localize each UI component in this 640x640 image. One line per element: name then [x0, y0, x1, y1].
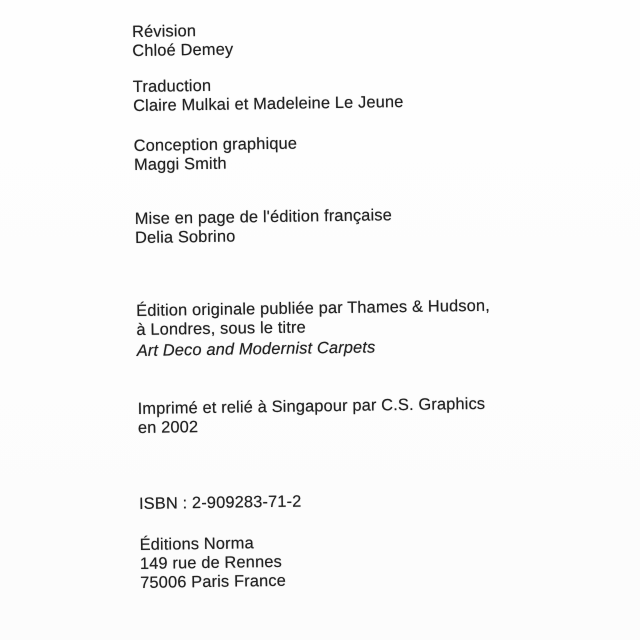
publisher-address: [140, 534, 287, 593]
graphic-design-credit: [134, 135, 298, 175]
original-edition-note-line-2: à Londres, sous le titre: [136, 318, 306, 339]
printing-note: [137, 395, 485, 438]
graphic-design-credit-line-2: Maggi Smith: [133, 154, 227, 174]
french-layout-credit-line-2: Delia Sobrino: [134, 227, 236, 247]
publisher-address-line-2: 149 rue de Rennes: [139, 552, 283, 573]
publisher-address-line-1: Éditions Norma: [139, 534, 254, 554]
original-edition-note-line-1: Édition originale publiée par Thames & Hudson,: [136, 296, 491, 320]
isbn-line-line-1: ISBN : 2-909283-71-2: [138, 492, 302, 513]
translation-credit-line-1: Traduction: [132, 76, 212, 97]
original-edition-note-line-3: Art Deco and Modernist Carpets: [136, 338, 376, 360]
french-layout-credit-line-1: Mise en page de l'édition française: [134, 206, 393, 228]
translation-credit: [133, 74, 404, 116]
printing-note-line-2: en 2002: [137, 418, 199, 437]
printing-note-line-1: Imprimé et relié à Singapour par C.S. Graphics: [137, 394, 486, 418]
revision-credit-line-1: Révision: [131, 22, 197, 42]
publisher-address-line-3: 75006 Paris France: [140, 571, 287, 592]
revision-credit: [132, 22, 234, 61]
revision-credit-line-2: Chloé Demey: [132, 40, 234, 61]
french-layout-credit: [135, 206, 393, 248]
isbn-line: [139, 493, 302, 514]
original-edition-note: [136, 297, 491, 361]
translation-credit-line-2: Claire Mulkai et Madeleine Le Jeune: [132, 92, 404, 116]
graphic-design-credit-line-1: Conception graphique: [133, 134, 298, 156]
